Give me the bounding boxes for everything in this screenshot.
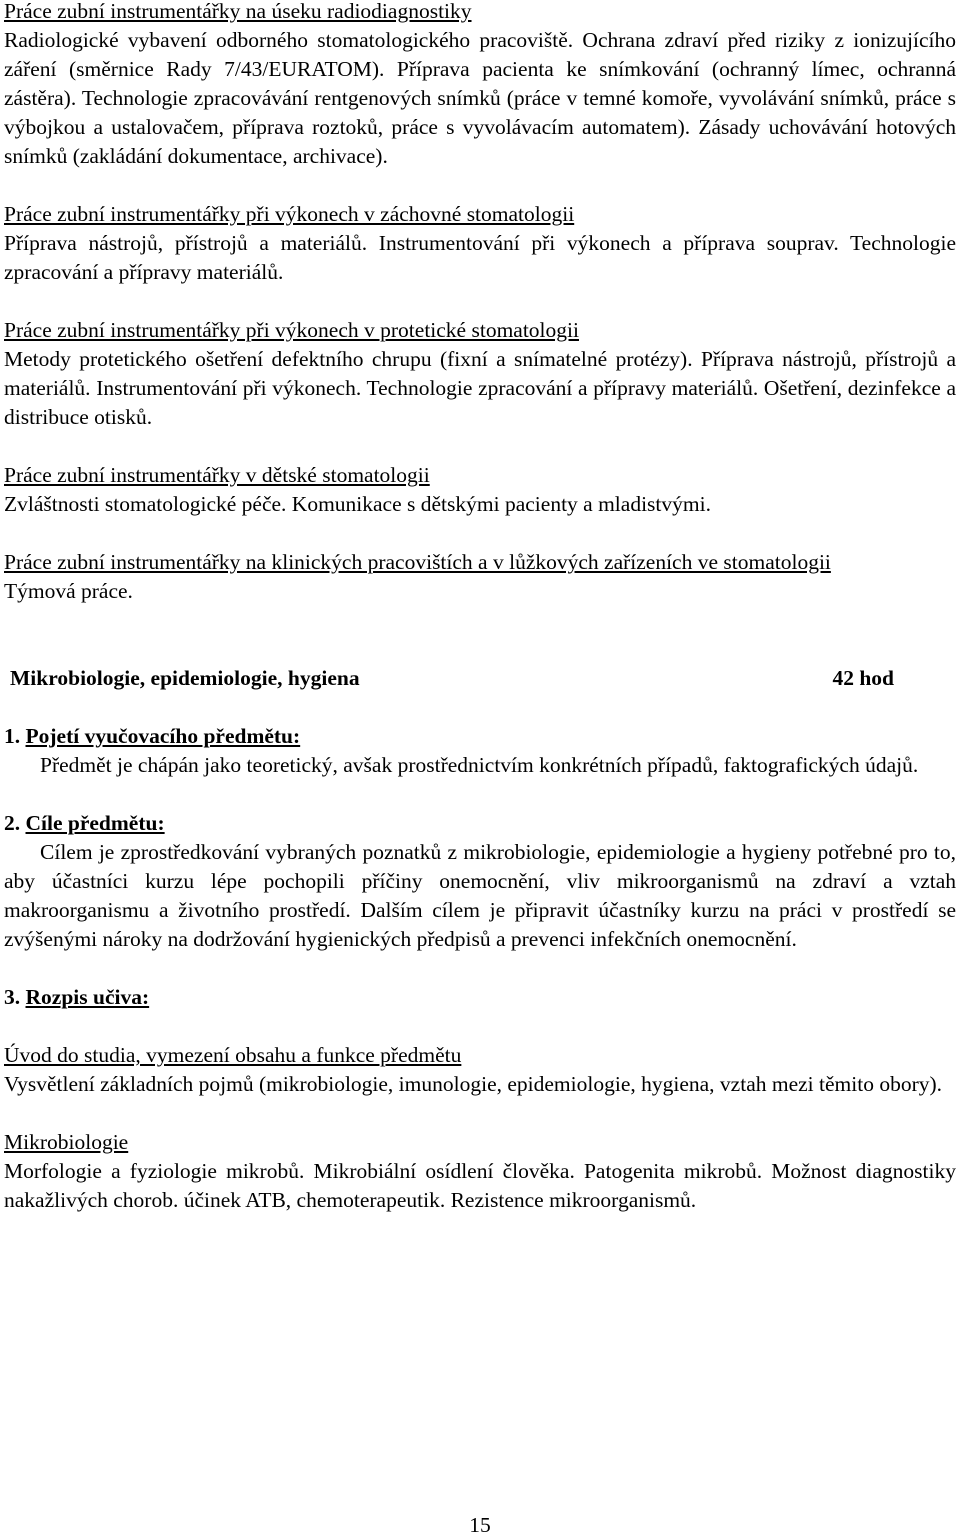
zachovna-heading: Práce zubní instrumentářky při výkonech v záchovné stomatologii	[4, 202, 575, 226]
section-2-number: 2.	[4, 811, 21, 835]
uvod-heading: Úvod do studia, vymezení obsahu a funkce předmětu	[4, 1043, 462, 1067]
section-1-heading	[4, 722, 956, 751]
section-3-number: 3.	[4, 985, 21, 1009]
detska-heading: Práce zubní instrumentářky v dětské stomatologii	[4, 463, 430, 487]
klinicka-text: Týmová práce.	[4, 579, 133, 603]
section-3-heading	[4, 983, 956, 1012]
section-2-heading	[4, 809, 956, 838]
section-1-text: Předmět je chápán jako teoretický, avšak prostřednictvím konkrétních případů, faktografických údajů.	[40, 753, 919, 777]
section-3-title: Rozpis učiva:	[25, 985, 150, 1009]
mikrobiologie-text: Morfologie a fyziologie mikrobů. Mikrobiální osídlení člověka. Patogenita mikrobů. Možnost diagnostiky nakažlivých chorob. účinek ATB, chemoterapeutik. Rezistence mikroorganismů.	[4, 1159, 956, 1212]
section-1-title: Pojetí vyučovacího předmětu:	[25, 724, 301, 748]
proteticka-heading: Práce zubní instrumentářky při výkonech v protetické stomatologii	[4, 318, 579, 342]
mikrobiologie-heading: Mikrobiologie	[4, 1130, 129, 1154]
page-number: 15	[469, 1513, 491, 1537]
section-2-text: Cílem je zprostředkování vybraných poznatků z mikrobiologie, epidemiologie a hygieny potřebné pro to, aby účastníci kurzu lépe pochopili příčiny onemocnění, vliv mikroorganismů na zdraví a vztah makroorganismu a životního prostředí. Dalším cílem je připravit účastníky kurzu na práci v prostředí se zvýšenými nároky na dodržování hygienických předpisů a prevenci infekčních onemocnění.	[4, 840, 956, 951]
detska-text: Zvláštnosti stomatologické péče. Komunikace s dětskými pacienty a mladistvými.	[4, 492, 711, 516]
document-page	[4, 0, 956, 1215]
radiodiagnostika-heading: Práce zubní instrumentářky na úseku radiodiagnostiky	[4, 0, 472, 23]
uvod-text: Vysvětlení základních pojmů (mikrobiologie, imunologie, epidemiologie, hygiena, vztah mezi těmito obory).	[4, 1072, 943, 1096]
section-2-title: Cíle předmětu:	[25, 811, 165, 835]
klinicka-heading: Práce zubní instrumentářky na klinických pracovištích a v lůžkových zařízeních ve stomatologii	[4, 550, 831, 574]
section-1-number: 1.	[4, 724, 21, 748]
subject-title-row	[4, 664, 894, 693]
radiodiagnostika-text: Radiologické vybavení odborného stomatologického pracoviště. Ochrana zdraví před riziky z ionizujícího záření (směrnice Rady 7/43/EURATOM). Příprava pacienta ke snímkování (ochranný límec, ochranná zástěra). Technologie zpracovávání rentgenových snímků (práce v temné komoře, vyvolávání snímků, práce s výbojkou a ustalovačem, příprava roztoků, práce s vyvolávacím automatem). Zásady uchovávání hotových snímků (zakládání dokumentace, archivace).	[4, 28, 956, 168]
zachovna-text: Příprava nástrojů, přístrojů a materiálů. Instrumentování při výkonech a příprava souprav. Technologie zpracování a přípravy materiálů.	[4, 231, 956, 284]
proteticka-text: Metody protetického ošetření defektního chrupu (fixní a snímatelné protézy). Příprava nástrojů, přístrojů a materiálů. Instrumentování při výkonech. Technologie zpracování a přípravy materiálů. Ošetření, dezinfekce a distribuce otisků.	[4, 347, 956, 429]
subject-hours: 42 hod	[832, 666, 894, 690]
subject-title: Mikrobiologie, epidemiologie, hygiena	[10, 666, 360, 690]
